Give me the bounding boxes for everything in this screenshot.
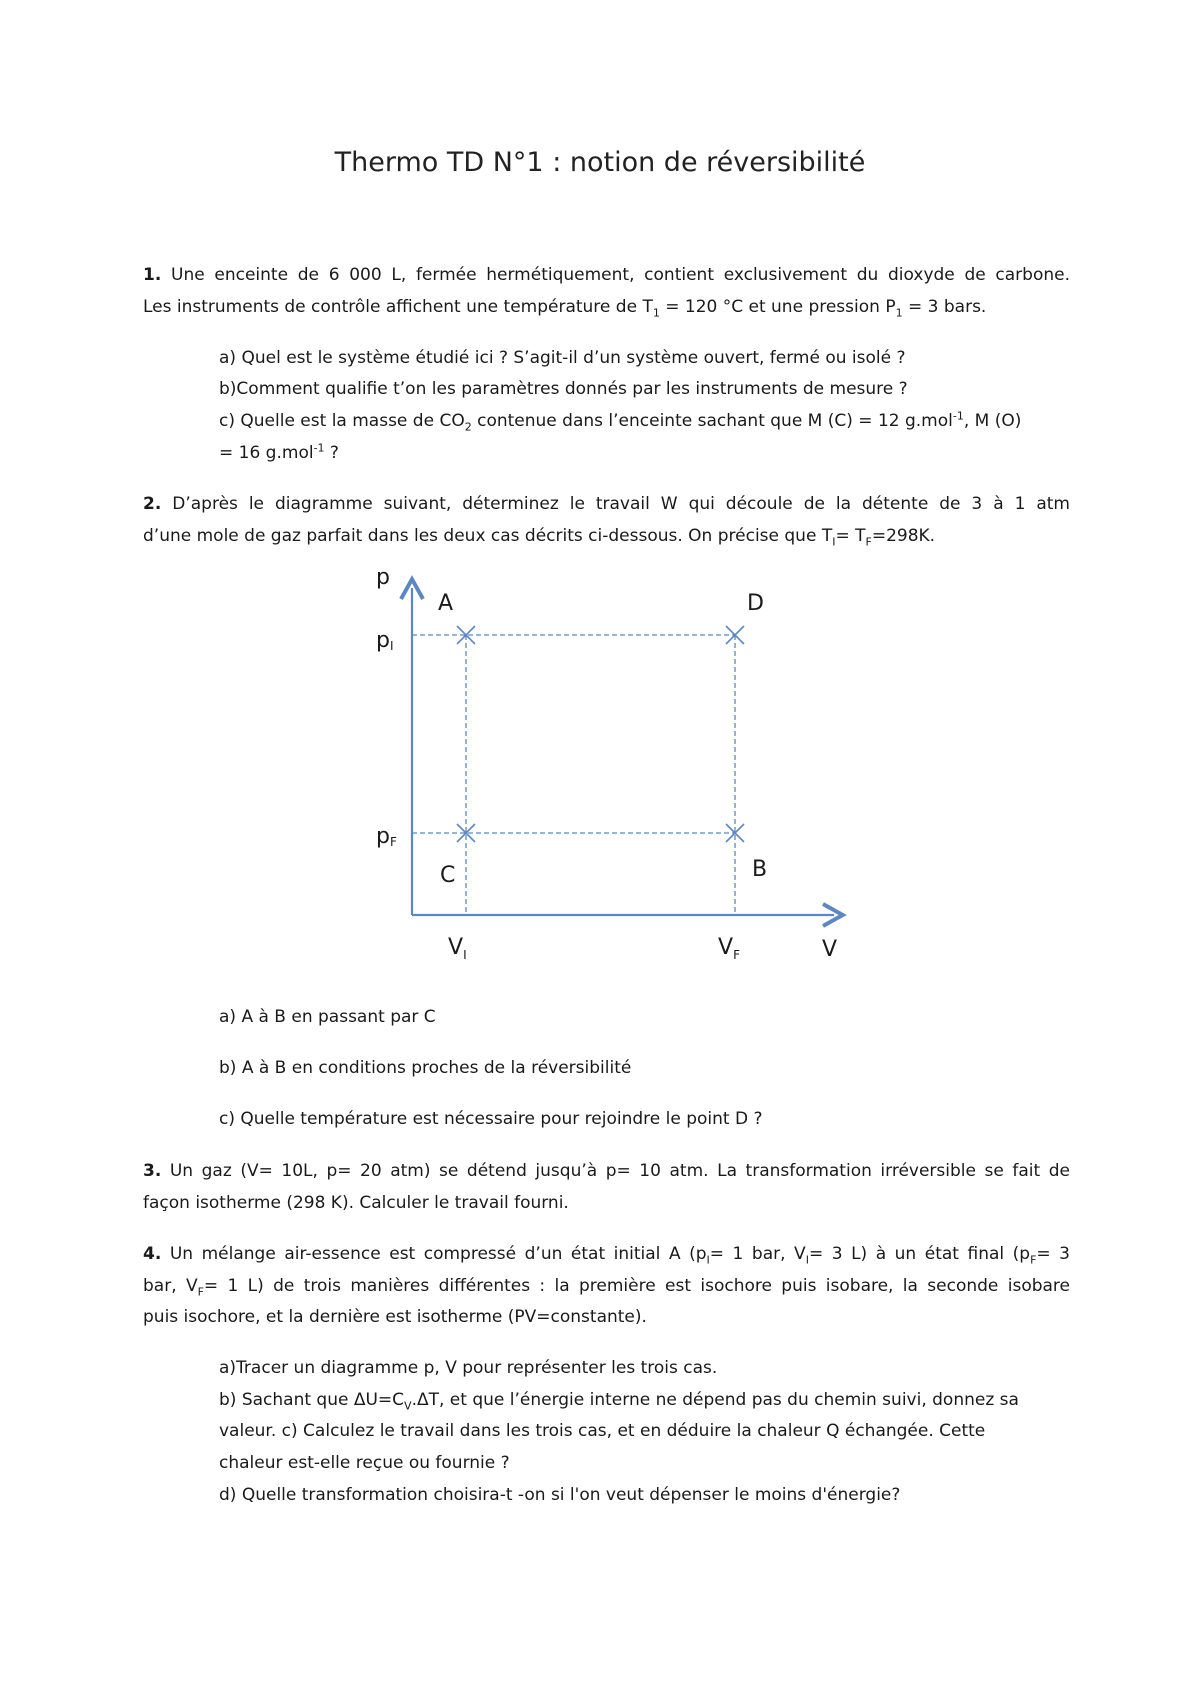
q1-c-line1 xyxy=(219,409,1070,434)
q1-c-sub-2: 2 xyxy=(464,420,472,434)
q3-line1 xyxy=(143,1161,1070,1181)
q1-c2-a: = 16 g.mol xyxy=(219,443,314,463)
q1-c-c: , M (O) xyxy=(963,411,1022,431)
q1-sub-t1: 1 xyxy=(652,306,660,320)
q1-c-sup: -1 xyxy=(952,409,964,423)
axis-y-label: p xyxy=(376,565,390,590)
point-C-label: C xyxy=(440,863,456,888)
VF-label: $V_F$ xyxy=(718,935,740,960)
q1-sub-p1: 1 xyxy=(895,306,903,320)
q4-a: a)Tracer un diagramme p, V pour représenter les trois cas. xyxy=(219,1358,718,1378)
q1-line2-b: = 120 °C et une pression P xyxy=(659,297,896,317)
q1-line1-text: Une enceinte de 6 000 L, fermée hermétiquement, contient exclusivement du dioxyde de carbone. xyxy=(171,265,1070,285)
pF-label: pF xyxy=(376,824,397,849)
page-title: Thermo TD N°1 : notion de réversibilité xyxy=(334,147,866,178)
q4-b-line2: valeur. c) Calculez le travail dans les trois cas, et en déduire la chaleur Q échangée. Cette xyxy=(219,1421,986,1441)
q2-line2-b: = T xyxy=(835,526,866,546)
q4-line1 xyxy=(143,1244,1071,1267)
point-B-label: B xyxy=(752,857,768,882)
q1-c-line2 xyxy=(219,443,339,463)
q3-line2: façon isotherme (298 K). Calculer le travail fourni. xyxy=(143,1193,569,1213)
q2-line2-a: d’une mole de gaz parfait dans les deux cas décrits ci-dessous. On précise que T xyxy=(143,526,833,546)
q1-a: a) Quel est le système étudié ici ? S’agit-il d’un système ouvert, fermé ou isolé ? xyxy=(219,348,906,368)
q4-l1-a: Un mélange air-essence est compressé d’un état initial A (p xyxy=(169,1244,707,1264)
q1-c2-sup: -1 xyxy=(313,441,325,455)
q2-line1-text: D’après le diagramme suivant, déterminez le travail W qui découle de la détente de 3 à 1 atm xyxy=(172,494,1070,514)
axis-x-label: V xyxy=(822,937,838,960)
q2-sub-f: F xyxy=(865,535,872,549)
q4-l1-sub2: I xyxy=(805,1253,809,1267)
q4-d: d) Quelle transformation choisira-t -on si l'on veut dépenser le moins d'énergie? xyxy=(219,1485,901,1505)
q4-b1-a: b) Sachant que ΔU=C xyxy=(219,1390,405,1410)
q2-line1 xyxy=(143,494,1070,514)
q2-sub-i: I xyxy=(832,535,836,549)
q1-line2-a: Les instruments de contrôle affichent une température de T xyxy=(143,297,653,317)
q4-l2-b: = 1 L) de trois manières différentes : la première est isochore puis isobare, la seconde isobare xyxy=(203,1276,1071,1296)
point-A-label: A xyxy=(438,591,454,616)
pv-diagram xyxy=(340,560,860,960)
q1-c-b: contenue dans l’enceinte sachant que M (C) = 12 g.mol xyxy=(471,411,953,431)
q2-line2 xyxy=(143,526,936,549)
q4-l1-c: = 3 L) à un état final (p xyxy=(808,1244,1031,1264)
q1-b: b)Comment qualifie t’on les paramètres donnés par les instruments de mesure ? xyxy=(219,379,908,399)
q4-line3: puis isochore, et la dernière est isotherme (PV=constante). xyxy=(143,1307,647,1327)
q4-l1-d: = 3 xyxy=(1036,1244,1071,1264)
q2-b: b) A à B en conditions proches de la réversibilité xyxy=(219,1058,632,1078)
q4-b1-b: .ΔT, et que l’énergie interne ne dépend pas du chemin suivi, donnez sa xyxy=(411,1390,1019,1410)
point-D-label: D xyxy=(747,591,764,616)
q1-line1 xyxy=(143,265,1070,285)
q4-b-line3: chaleur est-elle reçue ou fournie ? xyxy=(219,1453,510,1473)
q4-b-line1 xyxy=(219,1390,1019,1413)
q2-number: 2. xyxy=(143,494,162,514)
q4-b1-sub: V xyxy=(404,1399,412,1413)
q1-c2-b: ? xyxy=(324,443,339,463)
q3-line1-text: Un gaz (V= 10L, p= 20 atm) se détend jusqu’à p= 10 atm. La transformation irréversible se fait de xyxy=(169,1161,1070,1181)
q3-number: 3. xyxy=(143,1161,162,1181)
q4-l2-sub: F xyxy=(197,1285,204,1299)
q1-number: 1. xyxy=(143,265,162,285)
q2-a: a) A à B en passant par C xyxy=(219,1007,436,1027)
q2-line2-c: =298K. xyxy=(871,526,936,546)
VI-label: $V_I$ xyxy=(448,935,467,960)
q4-l1-b: = 1 bar, V xyxy=(709,1244,806,1264)
q4-l1-sub3: F xyxy=(1030,1253,1037,1267)
q1-c-a: c) Quelle est la masse de CO xyxy=(219,411,465,431)
q4-l1-sub1: I xyxy=(706,1253,710,1267)
q4-line2 xyxy=(143,1276,1071,1299)
q4-l2-a: bar, V xyxy=(143,1276,198,1296)
q1-line2-c: = 3 bars. xyxy=(902,297,987,317)
q2-c: c) Quelle température est nécessaire pour rejoindre le point D ? xyxy=(219,1109,763,1129)
q4-number: 4. xyxy=(143,1244,162,1264)
q1-line2 xyxy=(143,297,987,320)
pI-label: pI xyxy=(376,628,394,653)
